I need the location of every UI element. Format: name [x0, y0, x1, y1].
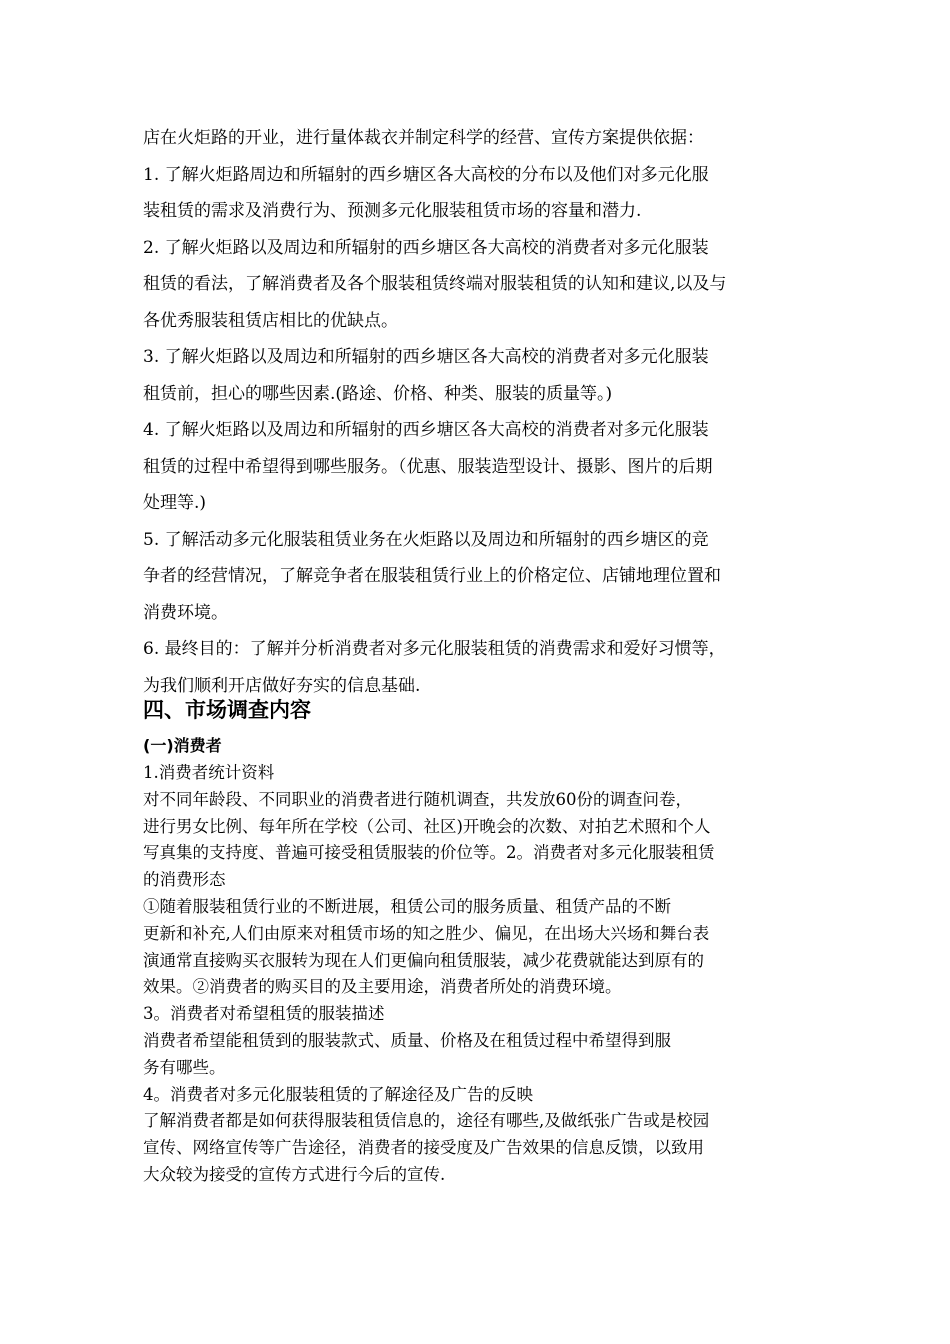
paragraph-line: 演通常直接购买衣服转为现在人们更偏向租赁服装，减少花费就能达到原有的 [143, 950, 704, 970]
paragraph-line: 写真集的支持度、普遍可接受租赁服装的价位等。2。消费者对多元化服装租赁 [143, 843, 715, 863]
paragraph-line: 的消费形态 [143, 870, 226, 890]
paragraph-line: 进行男女比例、每年所在学校（公司、社区)开晚会的次数、对拍艺术照和个人 [143, 816, 711, 836]
paragraph-line: 租赁的过程中希望得到哪些服务。（优惠、服装造型设计、摄影、图片的后期 [143, 456, 713, 477]
paragraph-line: ①随着服装租赁行业的不断进展，租赁公司的服务质量、租赁产品的不断 [143, 896, 671, 916]
subsection-heading: (一)消费者 [143, 736, 222, 755]
paragraph-line: 对不同年龄段、不同职业的消费者进行随机调查，共发放60份的调查问卷， [143, 789, 692, 809]
paragraph-line: 4. 了解火炬路以及周边和所辐射的西乡塘区各大高校的消费者对多元化服装 [143, 420, 709, 440]
paragraph-line: 务有哪些。 [143, 1057, 226, 1077]
paragraph-line: 4。消费者对多元化服装租赁的了解途径及广告的反映 [143, 1084, 533, 1104]
paragraph-line: 3。消费者对希望租赁的服装描述 [143, 1004, 385, 1024]
paragraph-line: 5. 了解活动多元化服装租赁业务在火炬路以及周边和所辐射的西乡塘区的竞 [143, 529, 709, 550]
paragraph-line: 店在火炬路的开业，进行量体裁衣并制定科学的经营、宣传方案提供依据： [143, 128, 704, 148]
paragraph-line: 效果。②消费者的购买目的及主要用途，消费者所处的消费环境。 [143, 977, 622, 997]
paragraph-line: 租赁前，担心的哪些因素.(路途、价格、种类、服装的质量等。) [143, 383, 613, 404]
research-objectives-section [143, 120, 828, 704]
paragraph-line: 1. 了解火炬路周边和所辐射的西乡塘区各大高校的分布以及他们对多元化服 [143, 164, 709, 185]
consumer-section [143, 760, 828, 1189]
paragraph-line: 更新和补充,人们由原来对租赁市场的知之胜少、偏见，在出场大兴场和舞台表 [143, 923, 710, 943]
paragraph-line: 2. 了解火炬路以及周边和所辐射的西乡塘区各大高校的消费者对多元化服装 [143, 237, 709, 258]
paragraph-line: 为我们顺利开店做好夯实的信息基础. [143, 675, 421, 696]
paragraph-line: 宣传、网络宣传等广告途径，消费者的接受度及广告效果的信息反馈，以致用 [143, 1138, 704, 1158]
paragraph-line: 争者的经营情况，了解竞争者在服装租赁行业上的价格定位、店铺地理位置和 [143, 566, 721, 586]
paragraph-line: 消费环境。 [143, 602, 228, 623]
section-heading: 四、市场调查内容 [143, 698, 311, 722]
paragraph-line: 大众较为接受的宣传方式进行今后的宣传. [143, 1164, 446, 1184]
paragraph-line: 3. 了解火炬路以及周边和所辐射的西乡塘区各大高校的消费者对多元化服装 [143, 347, 709, 367]
paragraph-line: 1.消费者统计资料 [143, 763, 275, 782]
paragraph-line: 了解消费者都是如何获得服装租赁信息的，途径有哪些,及做纸张广告或是校园 [143, 1111, 710, 1131]
paragraph-line: 处理等.) [143, 493, 207, 513]
paragraph-line: 装租赁的需求及消费行为、预测多元化服装租赁市场的容量和潜力. [143, 201, 642, 221]
paragraph-line: 各优秀服装租赁店相比的优缺点。 [143, 310, 398, 331]
paragraph-line: 租赁的看法，了解消费者及各个服装租赁终端对服装租赁的认知和建议,以及与 [143, 274, 727, 294]
paragraph-line: 6. 最终目的：了解并分析消费者对多元化服装租赁的消费需求和爱好习惯等， [143, 639, 726, 659]
paragraph-line: 消费者希望能租赁到的服装款式、质量、价格及在租赁过程中希望得到服 [143, 1030, 671, 1050]
